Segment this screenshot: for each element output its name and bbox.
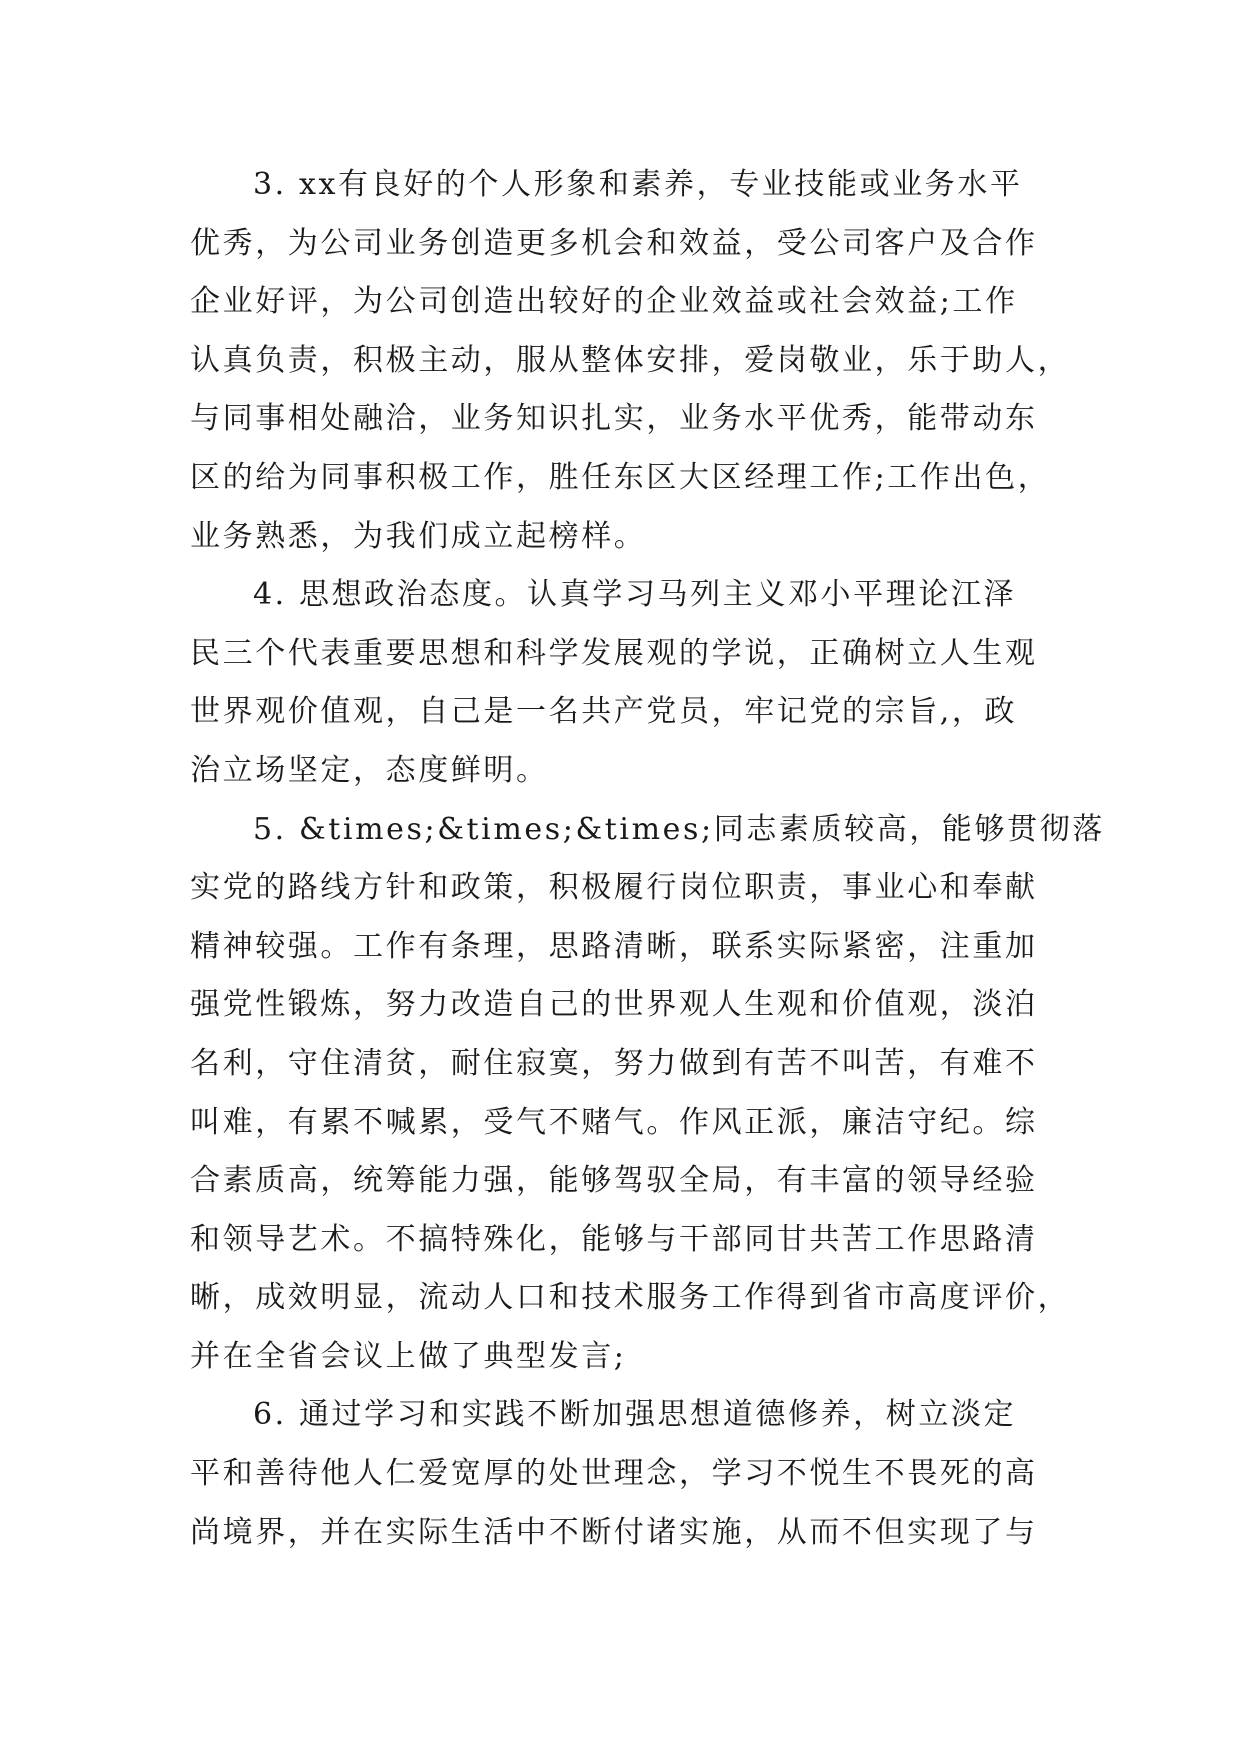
paragraph-line: 6. 通过学习和实践不断加强思想道德修养，树立淡定 [253, 1397, 1017, 1433]
paragraph-line: 和领导艺术。不搞特殊化，能够与干部同甘共苦工作思路清 [190, 1221, 1038, 1257]
document-body [190, 156, 1105, 1562]
paragraph-line: 治立场坚定，态度鲜明。 [190, 752, 549, 788]
paragraph-6 [190, 1386, 1062, 1562]
paragraph-line: 世界观价值观，自己是一名共产党员，牢记党的宗旨,，政 [190, 694, 1018, 730]
paragraph-line: 尚境界，并在实际生活中不断付诸实施，从而不但实现了与 [190, 1514, 1038, 1550]
paragraph-5 [190, 801, 1105, 1387]
paragraph-line: 晰，成效明显，流动人口和技术服务工作得到省市高度评价， [190, 1280, 1071, 1316]
paragraph-line: 实党的路线方针和政策，积极履行岗位职责，事业心和奉献 [190, 870, 1038, 906]
paragraph-line: 合素质高，统筹能力强，能够驾驭全局，有丰富的领导经验 [190, 1163, 1038, 1199]
paragraph-line: 企业好评，为公司创造出较好的企业效益或社会效益;工作 [190, 284, 1018, 320]
paragraph-line: 5. &times;&times;&times;同志素质较高，能够贯彻落 [253, 811, 1105, 847]
paragraph-line: 名利，守住清贫，耐住寂寞，努力做到有苦不叫苦，有难不 [190, 1045, 1038, 1081]
paragraph-line: 强党性锻炼，努力改造自己的世界观人生观和价值观，淡泊 [190, 987, 1038, 1023]
paragraph-line: 3. xx有良好的个人形象和素养，专业技能或业务水平 [253, 167, 1023, 202]
paragraph-line: 优秀，为公司业务创造更多机会和效益，受公司客户及合作 [190, 225, 1038, 261]
paragraph-line: 区的给为同事积极工作，胜任东区大区经理工作;工作出色， [190, 459, 1051, 495]
paragraph-4 [190, 566, 1062, 800]
paragraph-line: 认真负责，积极主动，服从整体安排，爱岗敬业，乐于助人， [190, 342, 1071, 378]
paragraph-line: 叫难，有累不喊累，受气不赌气。作风正派，廉洁守纪。综 [190, 1104, 1038, 1140]
paragraph-line: 民三个代表重要思想和科学发展观的学说，正确树立人生观 [190, 635, 1038, 671]
paragraph-3 [190, 156, 1071, 566]
paragraph-line: 平和善待他人仁爱宽厚的处世理念，学习不悦生不畏死的高 [190, 1456, 1038, 1492]
paragraph-line: 精神较强。工作有条理，思路清晰，联系实际紧密，注重加 [190, 928, 1038, 964]
paragraph-line: 并在全省会议上做了典型发言; [190, 1338, 627, 1374]
paragraph-line: 业务熟悉，为我们成立起榜样。 [190, 518, 647, 554]
paragraph-line: 4. 思想政治态度。认真学习马列主义邓小平理论江泽 [253, 577, 1017, 613]
paragraph-line: 与同事相处融洽，业务知识扎实，业务水平优秀，能带动东 [190, 401, 1038, 437]
